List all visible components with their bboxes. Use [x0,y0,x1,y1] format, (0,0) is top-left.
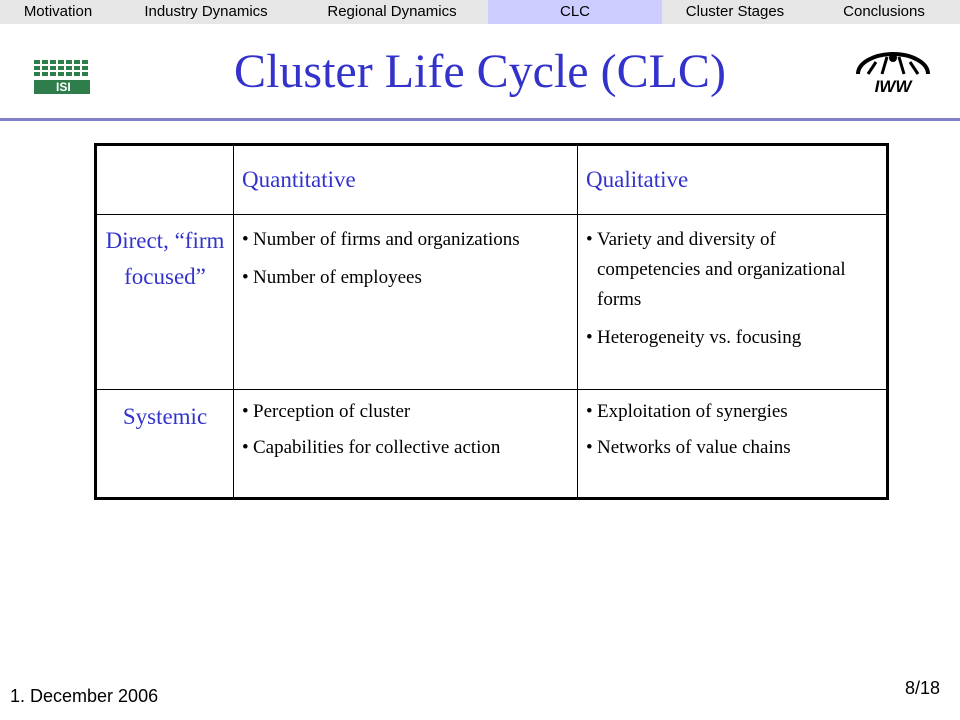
table-row [96,390,888,499]
list-item: • Number of employees [242,267,422,288]
iww-logo [852,50,934,94]
footer-date: 1. December 2006 [10,686,159,706]
cell-direct-qualitative [578,215,888,390]
nav-tab-clc[interactable]: CLC [488,0,662,24]
table-row [96,215,888,390]
header-empty-cell [96,145,234,215]
isi-logo-text: ISI [56,80,71,94]
cell-direct-quantitative [234,215,578,390]
slide-title: Cluster Life Cycle (CLC) [234,45,726,98]
list-item: • Perception of cluster [242,401,411,422]
page-number: 8/18 [904,678,940,698]
cell-systemic-qualitative [578,390,888,499]
list-item: • Exploitation of synergies [586,401,788,422]
row-label-direct: Direct, “firm focused” [96,215,234,390]
nav-tab-industry-dynamics[interactable]: Industry Dynamics [144,3,268,20]
row-label-systemic: Systemic [96,390,234,499]
clc-table [94,143,889,500]
iww-logo-text: IWW [874,77,912,94]
header-qualitative: Qualitative [578,145,888,215]
nav-tab-motivation[interactable]: Motivation [23,3,93,20]
list-item: • Number of firms and organizations [242,229,520,250]
table-header-row [96,145,888,215]
header-quantitative: Quantitative [234,145,578,215]
nav-tab-regional-dynamics[interactable]: Regional Dynamics [327,3,457,20]
cell-systemic-quantitative [234,390,578,499]
nav-tab-conclusions[interactable]: Conclusions [843,3,925,20]
nav-tab-cluster-stages[interactable]: Cluster Stages [685,3,785,20]
list-item: • Variety and diversity of competencies and organizational forms [586,229,846,310]
list-item: • Heterogeneity vs. focusing [586,327,802,348]
list-item: • Capabilities for collective action [242,437,501,458]
list-item: • Networks of value chains [586,437,791,458]
title-divider [0,118,960,121]
top-navigation [0,0,960,24]
